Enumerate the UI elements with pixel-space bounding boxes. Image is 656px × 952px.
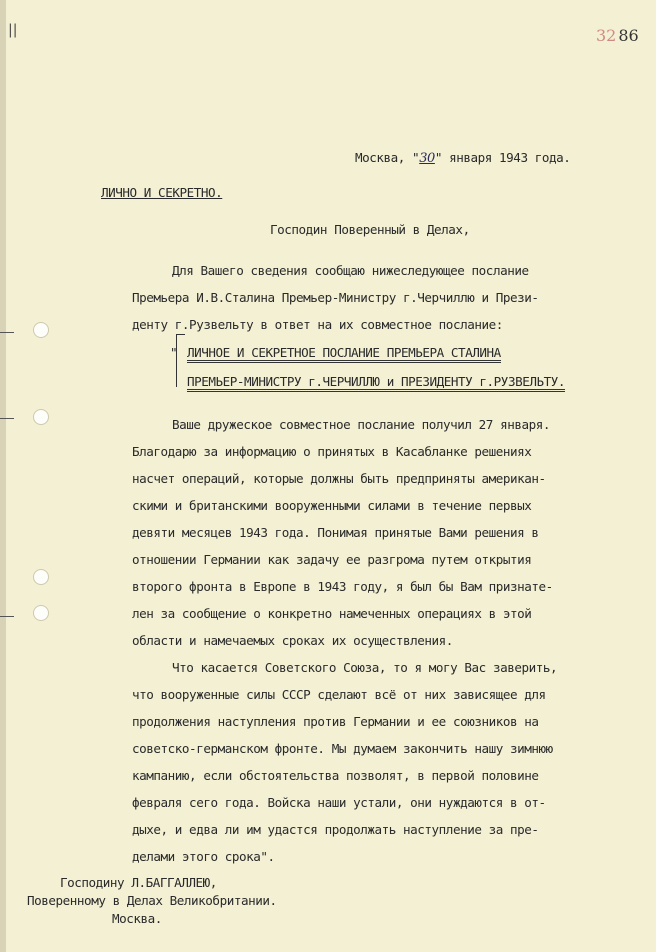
punch-hole [33,569,49,585]
archive-page-number [596,26,639,45]
page-edge [0,0,6,952]
corner-mark: || [8,22,18,38]
punch-hole [33,322,49,338]
body-line: что вооруженные силы СССР сделают всё от них зависящее для [132,687,546,702]
message-title-line [187,374,565,389]
body-line: Ваше дружеское совместное послание получил 27 января. [172,417,551,432]
intro-line: денту г.Рузвельту в ответ на их совместное послание: [132,317,503,332]
message-title-line [187,345,501,360]
date-suffix: " января 1943 года. [434,150,571,165]
body-line: отношении Германии как задачу ее разгрома путем открытия [132,552,532,567]
body-line: продолжения наступления против Германии и ее союзников на [132,714,539,729]
body-line: второго фронта в Европе в 1943 году, я был бы Вам признате- [132,579,553,594]
addressee-line: Господину Л.БАГГАЛЛЕЮ, [60,875,217,890]
body-line: кампанию, если обстоятельства позволят, в первой половине [132,768,539,783]
body-line: советско-германском фронте. Мы думаем закончить нашу зимнюю [132,741,553,756]
message-title-line-2: ПРЕМЬЕР-МИНИСТРУ г.ЧЕРЧИЛЛЮ и ПРЕЗИДЕНТУ г.РУЗВЕЛЬТУ. [187,374,565,392]
body-line: Благодарю за информацию о принятых в Касабланке решениях [132,444,532,459]
margin-tick [0,418,14,419]
body-line: делами этого срока". [132,849,275,864]
intro-line: Для Вашего сведения сообщаю нижеследующее послание [172,263,529,278]
intro-line: Премьера И.В.Сталина Премьер-Министру г.Черчиллю и Прези- [132,290,539,305]
addressee-line: Москва. [112,911,162,926]
body-line: области и намечаемых сроках их осуществления. [132,633,453,648]
archive-page-number-crossed: 32 [596,26,617,45]
archive-page-number-current: 86 [618,26,639,45]
salutation: Господин Поверенный в Делах, [270,222,470,237]
margin-tick [0,332,14,333]
classification-mark: ЛИЧНО И СЕКРЕТНО. [101,185,223,200]
body-line: дыхе, и едва ли им удастся продолжать наступление за пре- [132,822,539,837]
punch-hole [33,605,49,621]
body-line: февраля сего года. Войска наши устали, они нуждаются в от- [132,795,546,810]
punch-hole [33,409,49,425]
message-title-line-1: ЛИЧНОЕ И СЕКРЕТНОЕ ПОСЛАНИЕ ПРЕМЬЕРА СТАЛИНА [187,345,501,363]
message-title-open-quote: " [170,345,178,360]
body-line: Что касается Советского Союза, то я могу Вас заверить, [172,660,558,675]
handwritten-day: 30 [419,151,435,166]
body-line: насчет операций, которые должны быть предприняты американ- [132,471,546,486]
date-prefix: Москва, " [355,150,420,165]
body-line: лен за сообщение о конкретно намеченных операциях в этой [132,606,532,621]
handwritten-bracket [176,334,185,387]
body-line: девяти месяцев 1943 года. Понимая принятые Вами решения в [132,525,539,540]
body-line: скими и британскими вооруженными силами в течение первых [132,498,532,513]
date-line [355,150,570,166]
addressee-line: Поверенному в Делах Великобритании. [27,893,277,908]
margin-tick [0,616,14,617]
